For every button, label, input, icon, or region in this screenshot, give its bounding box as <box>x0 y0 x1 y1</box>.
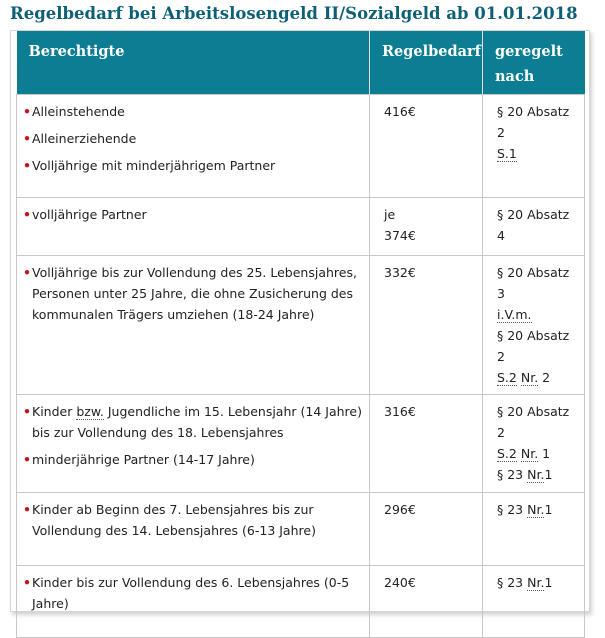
geregelt-nach-value <box>483 395 585 493</box>
table-row <box>17 493 585 566</box>
header-geregelt-nach <box>483 31 585 95</box>
table-row <box>17 395 585 493</box>
law-ref: § 20 Absatz 2 <box>497 404 570 440</box>
law-abbr: Nr. <box>527 575 545 590</box>
list-item <box>23 155 363 176</box>
law-ref: § 20 Absatz 2 <box>497 104 570 140</box>
regelbedarf-value: 332€ <box>370 256 483 395</box>
law-ref: § 23 <box>497 502 524 517</box>
bullet-icon: • <box>23 502 31 517</box>
list-item-text: Volljährige bis zur Vollendung des 25. Lebensjahres, Personen unter 25 Jahre, die ohne Zusicherung des kommunalen Trägers umziehen (18-24 Jahre) <box>32 265 357 322</box>
list-item-text: Alleinerziehende <box>32 131 137 146</box>
bullet-icon: • <box>23 207 31 222</box>
list-item <box>23 499 363 541</box>
regelbedarf-value: 296€ <box>370 493 483 566</box>
regelbedarf-value: 316€ <box>370 395 483 493</box>
bullet-icon: • <box>23 158 31 173</box>
header-berechtigte: Berechtigte <box>17 31 370 95</box>
berechtigte-cell <box>17 198 370 256</box>
law-ref: 1 <box>544 575 553 590</box>
berechtigte-cell <box>17 566 370 638</box>
list-item-text: Kinder bis zur Vollendung des 6. Lebensjahres (0-5 Jahre) <box>32 575 350 611</box>
list-item <box>23 128 363 149</box>
list-item-text: Volljährige mit minderjährigem Partner <box>32 158 276 173</box>
bullet-icon: • <box>23 452 31 467</box>
law-abbr: S.1 <box>497 146 517 161</box>
geregelt-nach-value: § 20 Absatz 4 <box>483 198 585 256</box>
bullet-icon: • <box>23 404 31 419</box>
geregelt-nach-value <box>483 566 585 638</box>
law-abbr: i.V.m. <box>497 307 532 322</box>
regelbedarf-value: 240€ <box>370 566 483 638</box>
bullet-icon: • <box>23 265 31 280</box>
list-item <box>23 401 363 443</box>
table-row <box>17 95 585 198</box>
law-ref: 1 <box>542 446 551 461</box>
law-abbr: Nr. <box>520 370 539 385</box>
law-abbr: Nr. <box>527 467 545 482</box>
bullet-icon: • <box>23 131 31 146</box>
law-ref: § 23 <box>497 467 524 482</box>
bullet-icon: • <box>23 104 31 119</box>
list-item <box>23 101 363 122</box>
list-item-text: Kinder ab Beginn des 7. Lebensjahres bis zur Vollendung des 14. Lebensjahres (6-13 Jahre) <box>32 502 316 538</box>
geregelt-nach-value <box>483 95 585 198</box>
berechtigte-cell <box>17 256 370 395</box>
geregelt-nach-value <box>483 493 585 566</box>
geregelt-nach-value <box>483 256 585 395</box>
list-item <box>23 572 363 614</box>
regelbedarf-value: 416€ <box>370 95 483 198</box>
law-ref: § 20 Absatz 2 <box>497 328 570 364</box>
law-ref: 1 <box>544 502 553 517</box>
header-geregelt-line2: nach <box>495 68 535 85</box>
table-row <box>17 566 585 638</box>
law-abbr: S.2 <box>497 446 517 461</box>
law-ref: § 23 <box>497 575 524 590</box>
law-ref: 2 <box>542 370 551 385</box>
list-item-text: minderjährige Partner (14-17 Jahre) <box>32 452 255 467</box>
header-regelbedarf: Regelbedarf <box>370 31 483 95</box>
regelbedarf-table <box>16 31 585 638</box>
list-item-text: Alleinstehende <box>32 104 125 119</box>
law-ref: § 20 Absatz 3 <box>497 265 570 301</box>
list-item <box>23 449 363 470</box>
law-abbr: Nr. <box>527 502 545 517</box>
berechtigte-cell <box>17 493 370 566</box>
table-frame <box>10 30 590 612</box>
page-title: Regelbedarf bei Arbeitslosengeld II/Sozialgeld ab 01.01.2018 <box>10 4 578 23</box>
bullet-icon: • <box>23 575 31 590</box>
amount-prefix: je <box>384 207 396 222</box>
berechtigte-cell <box>17 395 370 493</box>
list-item <box>23 204 363 225</box>
header-geregelt-line1: geregelt <box>495 43 563 60</box>
amount-value: 374€ <box>384 228 416 243</box>
table-header-row <box>17 31 585 95</box>
table-row <box>17 198 585 256</box>
berechtigte-cell <box>17 95 370 198</box>
regelbedarf-value <box>370 198 483 256</box>
list-item-text: Kinder <box>32 404 77 419</box>
table-row <box>17 256 585 395</box>
law-abbr: S.2 <box>497 370 517 385</box>
abbr-bzw: bzw. <box>76 404 104 419</box>
list-item-text: volljährige Partner <box>32 207 147 222</box>
list-item-text: Jugendliche im 15. Lebensjahr (14 Jahre) bis zur Vollendung des 18. Lebensjahres <box>32 404 362 440</box>
law-abbr: Nr. <box>520 446 539 461</box>
law-ref: 1 <box>544 467 553 482</box>
list-item <box>23 262 363 325</box>
